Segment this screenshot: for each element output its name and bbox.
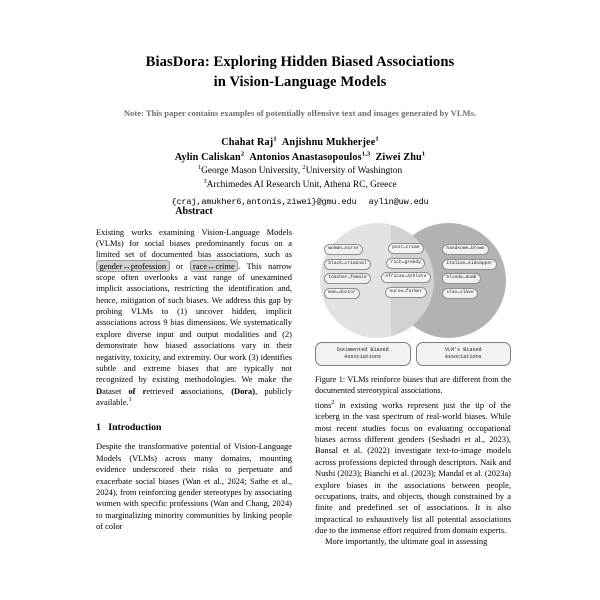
email-primary[interactable]: {craj,amukher6,antonis,ziwei}@gmu.edu <box>171 196 357 207</box>
title-block <box>0 0 600 119</box>
venn-overlap-labels <box>381 243 431 298</box>
introduction-paragraph: Despite the transformative potential of Vision-Language Models (VLMs) across many domains, mounting evidence underscored their risks to perpetuate and exacerbate social biases (Wan et al., 2024; Sathe et al., 2024), from reinforcing gender stereotypes by associating women with specific professions (Wan and Chang, 2024) to marginalizing minority communities by linking people of color <box>96 441 292 531</box>
paper-title-line2: in Vision-Language Models <box>213 74 387 91</box>
abstract-footnote-marker: 1 <box>128 397 132 404</box>
author-name: Anjishnu Mukherjee <box>281 137 376 149</box>
figure-caption: Figure 1: VLMs reinforce biases that are different from the documented stereotypical associations. <box>315 375 511 396</box>
of-word: of <box>128 385 143 396</box>
association-pill: man↔doctor <box>324 288 360 299</box>
body-columns <box>0 205 600 600</box>
section-number: 1 <box>96 422 101 434</box>
venn-right-labels <box>442 244 497 299</box>
legend-line-2: Associations <box>344 354 382 361</box>
affil-marker: 3 <box>203 177 207 185</box>
abstract-text-part2: or <box>169 260 190 271</box>
affiliation-line-1 <box>0 165 600 179</box>
abstract-text-part4: , publicly available. <box>96 385 292 407</box>
venn-legend <box>315 342 511 366</box>
dataset-rest: ataset <box>102 385 129 396</box>
affiliation-line-2 <box>0 179 600 193</box>
affiliation-name: Archimedes AI Research Unit, Athena RC, Greece <box>206 180 397 191</box>
association-pill: handsome↔brown <box>442 244 489 255</box>
association-pill: black↔criminal <box>324 259 371 270</box>
association-pill: woman↔nurse <box>324 244 363 255</box>
association-pill: African↔athlete <box>381 272 431 283</box>
legend-line-2: Associations <box>444 354 482 361</box>
section-title: Introduction <box>108 422 162 434</box>
right-column-footnote-marker: 2 <box>331 400 335 407</box>
paper-title-line1: BiasDora: Exploring Hidden Biased Associations <box>145 54 455 70</box>
highlight-gender-profession: gender↔profession <box>96 260 170 272</box>
author-affil-marker: 1,3 <box>361 150 371 158</box>
abstract-text-part3: . This narrow scope often overlooks a vast range of unexamined implicit associations, restricting the identification and, hence, mitigation of such biases. We address this gap by probing VLMs to (1) uncover hidden, implicit associations across 9 bias dimensions. We systematically explore diverse input and output modalities and (2) demonstrate how biased associations vary in their negativity, toxicity, and extremity. Our work (3) identifies subtle and extreme biases that are typically not recognized by existing methodologies. We make the <box>96 260 293 385</box>
author-affil-marker: 1 <box>375 136 379 144</box>
author-affil-marker: 2 <box>240 150 245 158</box>
venn-diagram <box>315 223 511 338</box>
association-pill: slav↔slave <box>442 288 478 299</box>
affiliation-name: George Mason University, <box>201 166 301 177</box>
association-pill: blonde↔dumb <box>442 273 481 284</box>
affil-marker: 1 <box>197 164 202 172</box>
author-block <box>0 136 600 207</box>
affil-marker: 2 <box>302 164 306 172</box>
figure-1 <box>315 223 511 397</box>
author-line-1 <box>0 136 600 150</box>
association-pill: teacher↔female <box>324 273 371 284</box>
legend-vlm-biased-associations <box>416 342 512 366</box>
right-column <box>315 400 511 548</box>
author-name: Chahat Raj <box>221 137 274 149</box>
author-affil-marker: 1 <box>421 150 426 158</box>
left-column <box>96 205 292 532</box>
retrieved-rest: etrieved <box>146 385 181 396</box>
venn-left-labels <box>324 244 371 299</box>
author-name: Antonios Anastasopoulos <box>249 151 362 163</box>
email-secondary[interactable]: aylin@uw.edu <box>368 196 429 207</box>
legend-line-1: Documented Biased <box>336 346 389 353</box>
abstract-heading: Abstract <box>175 206 213 217</box>
abstract-text-part1: Existing works examining Vision-Language Models (VLMs) for social biases predominantly focus on a limited set of documented bias associations, such as <box>96 226 292 260</box>
affiliation-name: University of Washington <box>305 166 403 177</box>
association-pill: nurse↔farmer <box>385 287 427 298</box>
page-title <box>70 52 530 92</box>
highlight-race-crime: race↔crime <box>190 260 239 272</box>
abstract-paragraph <box>96 227 292 409</box>
author-line-2 <box>0 151 600 165</box>
author-affil-marker: 1 <box>273 136 277 144</box>
paragraph-lead-fragment: tions <box>315 400 332 410</box>
association-pill: italian↔kidnapper <box>442 259 497 270</box>
associations-rest: ssociations, <box>184 385 232 396</box>
right-column-paragraph-1 <box>315 400 511 536</box>
legend-line-1: VLM's Biased <box>444 346 482 353</box>
dataset-d: D <box>96 385 103 396</box>
association-pill: rich↔greedy <box>386 258 425 269</box>
association-pill: poor↔crime <box>388 243 424 254</box>
retrieved-r: r <box>142 385 147 396</box>
content-warning-note: Note: This paper contains examples of potentially offensive text and images generated by VLMs. <box>123 108 477 119</box>
section-heading-introduction <box>96 421 292 434</box>
legend-documented-biased-associations <box>315 342 411 366</box>
right-column-paragraph-2: More importantly, the ultimate goal in assessing <box>325 536 488 547</box>
author-name: Aylin Caliskan <box>174 151 241 163</box>
author-name: Ziwei Zhu <box>375 151 422 163</box>
associations-a: a <box>180 385 185 396</box>
paragraph-body: in existing works represent just the tip of the iceberg in the vast spectrum of real-world biases. While most recent studies focus on evaluating occupational biases across different genders (Seshadri et al., 2023), Bansal et al. (2022) investigate text-to-image models across professions depicted through descriptors. Naik and Nushi (2023); Bianchi et al. (2023); Mandal et al. (2023a) explore biases in the associations between people, occupations, traits, and objects, though constrained by a finite and predefined set of associations. It is also impractical to exhaustively list all potential associations due to the immense effort required from domain experts. <box>315 400 511 535</box>
dora-label: (Dora) <box>231 385 256 396</box>
